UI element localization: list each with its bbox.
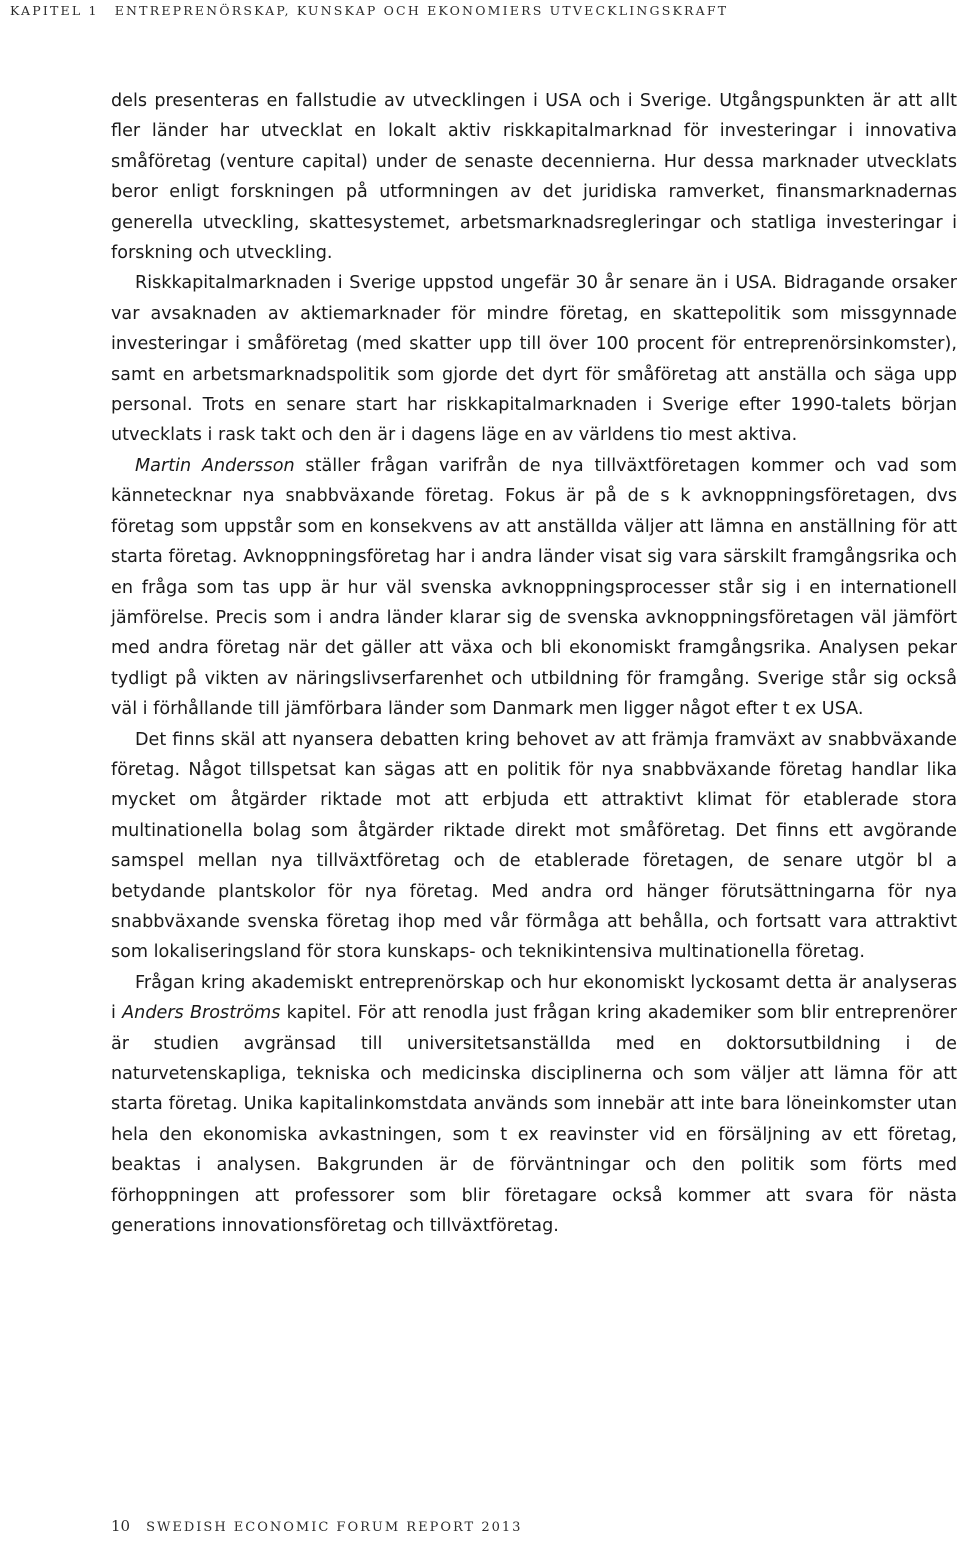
author-name: Anders Broströms	[122, 1003, 281, 1024]
paragraph-text: ställer frågan varifrån de nya tillväxtföretagen kommer och vad som kännetecknar nya snabbväxande företag. Fokus är på de s k avknoppningsföretagen, dvs företag som uppstår som en konsekvens av att anställda väljer att lämna en anställning för att starta företag. Avknoppningsföretag har i andra länder visat sig vara särskilt framgångsrika och en fråga som tas upp är hur väl svenska avknoppningsprocesser står sig i en internationell jämförelse. Precis som i andra länder klarar sig de svenska avknoppningsföretagen väl jämfört med andra företag när det gäller att växa och bli ekonomiskt framgångsrika. Analysen pekar tydligt på vikten av näringslivserfarenhet och utbildning för framgång. Sverige står sig också väl i förhållande till jämförbara länder som Danmark men ligger något efter t ex USA.	[111, 455, 957, 720]
paragraph-text: Frågan kring akademiskt entreprenörskap och hur ekonomiskt lyckosamt detta är analyseras i	[111, 972, 957, 1024]
running-header	[10, 3, 728, 18]
page-number: 10	[111, 1517, 131, 1535]
body-text	[111, 86, 957, 1241]
paragraph-text: kapitel. För att renodla just frågan kring akademiker som blir entreprenörer är studien avgränsad till universitetsanställda med en doktorsutbildning i de naturvetenskapliga, tekniska och medicinska disciplinerna och som väljer att lämna för att starta företag. Unika kapitalinkomstdata används som innebär att inte bara löneinkomster utan hela den ekonomiska avkastningen, som t ex reavinster vid en försäljning av ett företag, beaktas i analysen. Bakgrunden är de förväntningar och den politik som förts med förhoppningen att professorer som blir företagare också kommer att svara för nästa generations innovationsföretag och tillväxtföretag.	[111, 1003, 958, 1237]
paragraph	[111, 968, 957, 1242]
publication-title: SWEDISH ECONOMIC FORUM REPORT 2013	[146, 1520, 523, 1535]
paragraph: Det finns skäl att nyansera debatten kring behovet av att främja framväxt av snabbväxande företag. Något tillspetsat kan sägas att en politik för nya snabbväxande företag handlar lika mycket om åtgärder riktade mot att erbjuda ett attraktivt klimat för etablerade stora multinationella bolag som åtgärder riktade direkt mot småföretag. Det finns ett avgörande samspel mellan nya tillväxtföretag och de etablerade företagen, de senare utgör bl a betydande plantskolor för nya företag. Med andra ord hänger förutsättningarna för nya snabbväxande svenska företag ihop med vår förmåga att behålla, och fortsatt vara attraktivt som lokaliseringsland för stora kunskaps- och teknikintensiva multinationella företag.	[111, 729, 957, 963]
page-footer	[111, 1517, 522, 1535]
paragraph: dels presenteras en fallstudie av utvecklingen i USA och i Sverige. Utgångspunkten är att allt fler länder har utvecklat en lokalt aktiv riskkapitalmarknad för investeringar i innovativa småföretag (venture capital) under de senaste decennierna. Hur dessa marknader utvecklats beror enligt forskningen på utformningen av det juridiska ramverket, finansmarknadernas generella utveckling, skattesystemet, arbetsmarknadsregleringar och statliga investeringar i forskning och utveckling.	[111, 91, 957, 264]
paragraph: Riskkapitalmarknaden i Sverige uppstod ungefär 30 år senare än i USA. Bidragande orsaker var avsaknaden av aktiemarknader för mindre företag, en skattepolitik som missgynnade investeringar i småföretag (med skatter upp till över 100 procent för entreprenörsinkomster), samt en arbetsmarknadspolitik som gjorde det dyrt för småföretag att anställa och säga upp personal. Trots en senare start har riskkapitalmarknaden i Sverige efter 1990-talets början utvecklats i rask takt och den är i dagens läge en av världens tio mest aktiva.	[111, 273, 957, 446]
chapter-title: ENTREPRENÖRSKAP, KUNSKAP OCH EKONOMIERS UTVECKLINGSKRAFT	[114, 3, 729, 18]
author-name: Martin Andersson	[135, 455, 295, 476]
chapter-label: KAPITEL 1	[10, 3, 99, 18]
paragraph	[111, 451, 957, 725]
